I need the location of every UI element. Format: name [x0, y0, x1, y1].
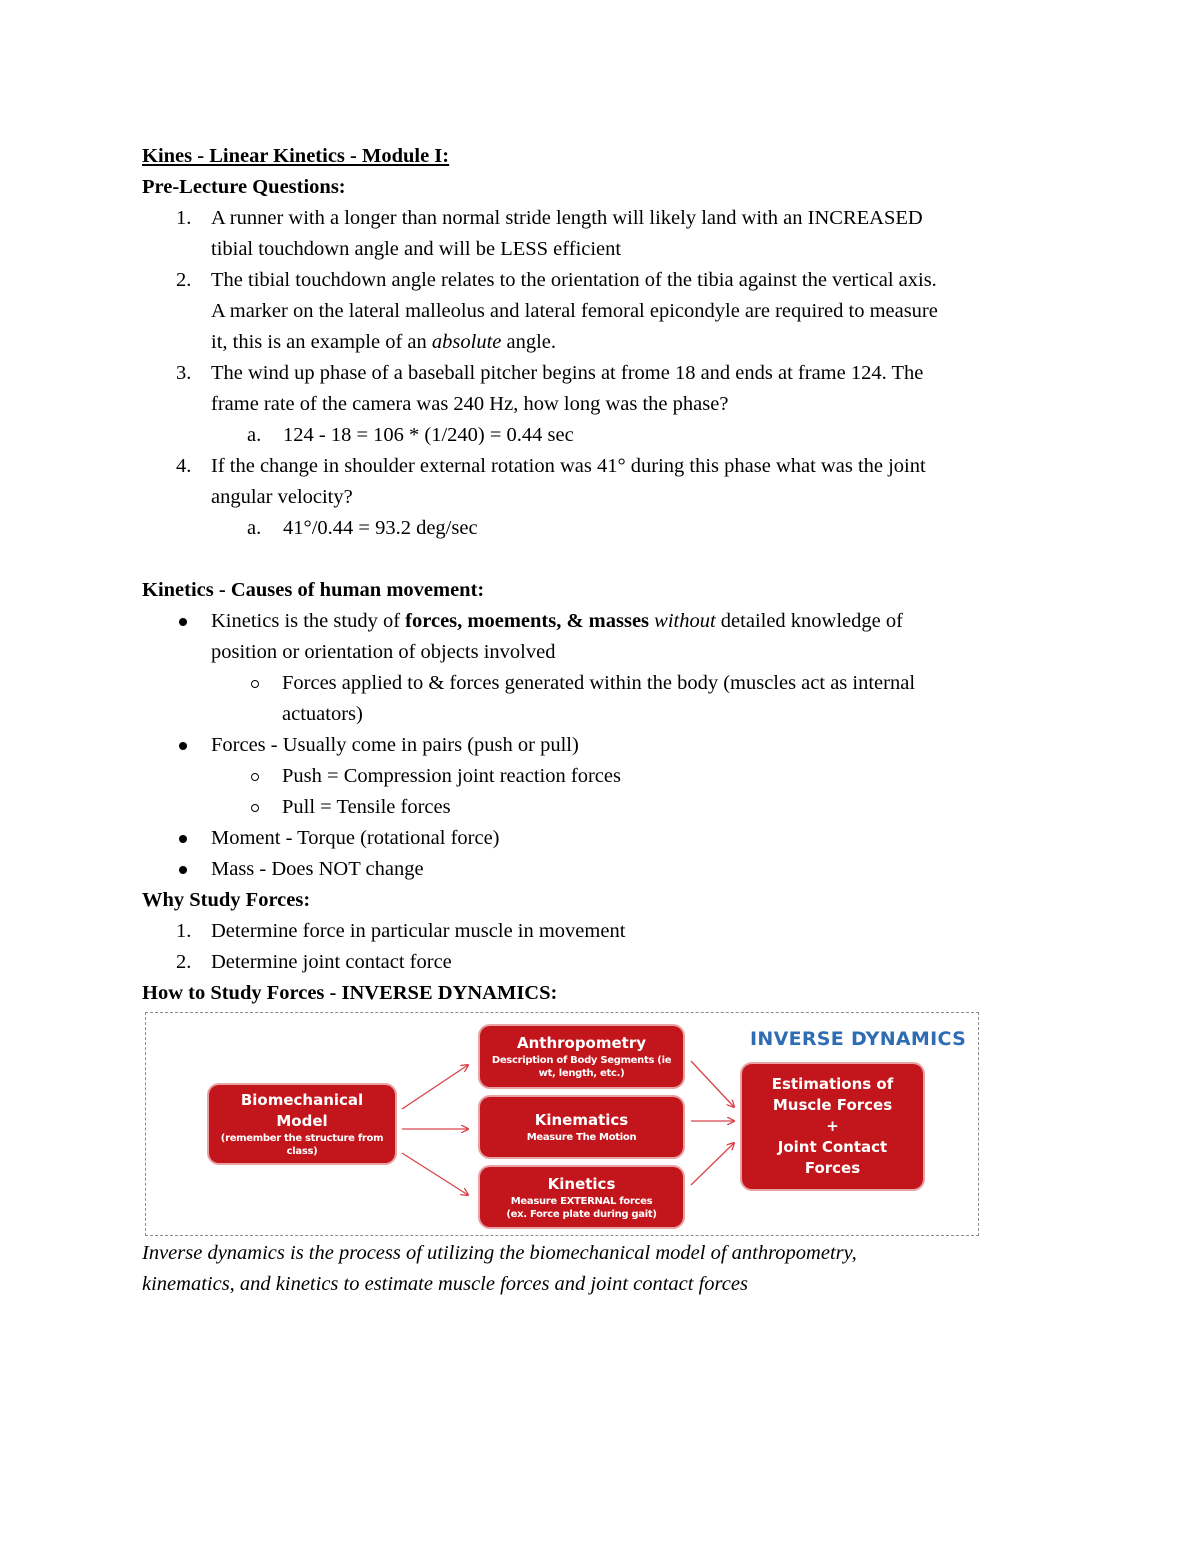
sub-item-letter: a. [247, 424, 262, 446]
box-subtext: (remember the structure from [220, 1133, 384, 1144]
sub-bullet-circle [251, 773, 259, 781]
item-number: 1. [176, 920, 192, 942]
inverse-dynamics-diagram [145, 1012, 979, 1236]
text-run: angle. [501, 331, 557, 353]
box-subtext: Measure EXTERNAL forces [510, 1195, 653, 1207]
box-subtext: class) [286, 1146, 318, 1157]
item-number: 1. [176, 207, 192, 229]
bullet-line: Forces - Usually come in pairs (push or pull) [211, 734, 579, 756]
blank-line [142, 544, 1062, 575]
box-heading: Joint Contact [777, 1138, 888, 1156]
sub-item-letter: a. [247, 517, 262, 539]
summary-line-2: kinematics, and kinetics to estimate muscle forces and joint contact forces [142, 1273, 748, 1295]
box-heading: Kinetics [547, 1174, 616, 1193]
prelecture-item-4 [142, 451, 1062, 513]
bullet-dot [179, 618, 187, 626]
item-line: The wind up phase of a baseball pitcher begins at frome 18 and ends at frame 124. The [211, 362, 924, 384]
bullet-dot [179, 835, 187, 843]
answer-text: 41°/0.44 = 93.2 deg/sec [283, 517, 478, 539]
kinetics-sub-bullet-1 [142, 668, 1062, 730]
box-heading: Model [276, 1112, 328, 1130]
box-heading: Muscle Forces [772, 1096, 893, 1114]
item-line [211, 327, 1062, 358]
why-item-1 [142, 916, 1062, 947]
summary-line-1: Inverse dynamics is the process of utilizing the biomechanical model of anthropometry, [142, 1242, 857, 1264]
biomechanical-model-box [209, 1085, 395, 1163]
arrow-from-anthropometry [691, 1061, 734, 1107]
bullet-line: position or orientation of objects involved [211, 641, 556, 663]
box-heading: Kinematics [534, 1111, 629, 1129]
box-subtext: Measure The Motion [526, 1132, 637, 1143]
text-run: detailed knowledge of [715, 610, 903, 632]
kinetics-sub-bullet-push [142, 761, 1062, 792]
bullet-dot [179, 866, 187, 874]
sub-bullet-line: Pull = Tensile forces [282, 796, 451, 818]
arrow-to-kinetics [402, 1153, 468, 1195]
item-line: Determine force in particular muscle in movement [211, 920, 626, 942]
estimations-box [742, 1064, 923, 1189]
item-line: A runner with a longer than normal stride length will likely land with an INCREASED [211, 207, 923, 229]
bullet-line [211, 606, 1062, 637]
how-heading: How to Study Forces - INVERSE DYNAMICS: [142, 982, 558, 1004]
document-content [142, 141, 1062, 1300]
kinetics-bullet-4 [142, 854, 1062, 885]
sub-bullet-line: actuators) [282, 703, 363, 725]
box-subtext: (ex. Force plate during gait) [506, 1208, 657, 1220]
kinetics-bullet-3 [142, 823, 1062, 854]
prelecture-item-3 [142, 358, 1062, 420]
italic-term: absolute [431, 331, 502, 353]
prelecture-heading: Pre-Lecture Questions: [142, 176, 346, 198]
box-heading: Biomechanical [240, 1091, 364, 1109]
kinetics-sub-bullet-pull [142, 792, 1062, 823]
document-title: Kines - Linear Kinetics - Module I: [142, 145, 450, 167]
item-number: 2. [176, 269, 192, 291]
prelecture-item-4-answer [142, 513, 1062, 544]
prelecture-item-1 [142, 203, 1062, 265]
bold-term: forces, moements, & masses [405, 610, 650, 632]
text-run: it, this is an example of an [211, 331, 432, 353]
bullet-line: Mass - Does NOT change [211, 858, 424, 880]
bullet-line: Moment - Torque (rotational force) [211, 827, 500, 849]
kinematics-box [480, 1097, 683, 1157]
arrow-from-kinetics [691, 1143, 734, 1185]
prelecture-item-3-answer [142, 420, 1062, 451]
italic-term: without [654, 610, 716, 632]
item-line: angular velocity? [211, 486, 353, 508]
box-heading: Estimations of [771, 1075, 894, 1093]
kinetics-heading [142, 575, 1062, 606]
box-subtext: Description of Body Segments (ie [491, 1055, 672, 1066]
kinetics-box [480, 1167, 683, 1227]
item-number: 3. [176, 362, 192, 384]
sub-bullet-circle [251, 804, 259, 812]
item-line: If the change in shoulder external rotation was 41° during this phase what was the joint [211, 455, 926, 477]
kinetics-bullet-2 [142, 730, 1062, 761]
item-line: tibial touchdown angle and will be LESS efficient [211, 238, 622, 260]
diagram-title: INVERSE DYNAMICS [750, 1028, 967, 1050]
prelecture-item-2 [142, 265, 1062, 358]
item-line: Determine joint contact force [211, 951, 452, 973]
kinetics-heading-prefix: Kinetics [142, 579, 214, 601]
item-line: The tibial touchdown angle relates to the orientation of the tibia against the vertical axis. [211, 269, 937, 291]
bullet-dot [179, 742, 187, 750]
why-item-2 [142, 947, 1062, 978]
why-heading: Why Study Forces: [142, 889, 311, 911]
box-heading: Forces [804, 1159, 861, 1177]
answer-text: 124 - 18 = 106 * (1/240) = 0.44 sec [283, 424, 574, 446]
anthropometry-box [480, 1026, 683, 1087]
item-line: A marker on the lateral malleolus and lateral femoral epicondyle are required to measure [211, 300, 938, 322]
arrow-to-anthropometry [402, 1065, 468, 1109]
box-plus: + [826, 1117, 839, 1135]
item-number: 4. [176, 455, 192, 477]
sub-bullet-circle [251, 680, 259, 688]
text-run: Kinetics is the study of [211, 610, 406, 632]
box-heading: Anthropometry [516, 1034, 647, 1052]
sub-bullet-line: Forces applied to & forces generated within the body (muscles act as internal [282, 672, 916, 694]
kinetics-heading-rest: - Causes of human movement: [213, 579, 485, 601]
kinetics-bullet-1 [142, 606, 1062, 668]
box-subtext: wt, length, etc.) [538, 1068, 625, 1079]
item-line: frame rate of the camera was 240 Hz, how long was the phase? [211, 393, 729, 415]
sub-bullet-line: Push = Compression joint reaction forces [282, 765, 621, 787]
item-number: 2. [176, 951, 192, 973]
